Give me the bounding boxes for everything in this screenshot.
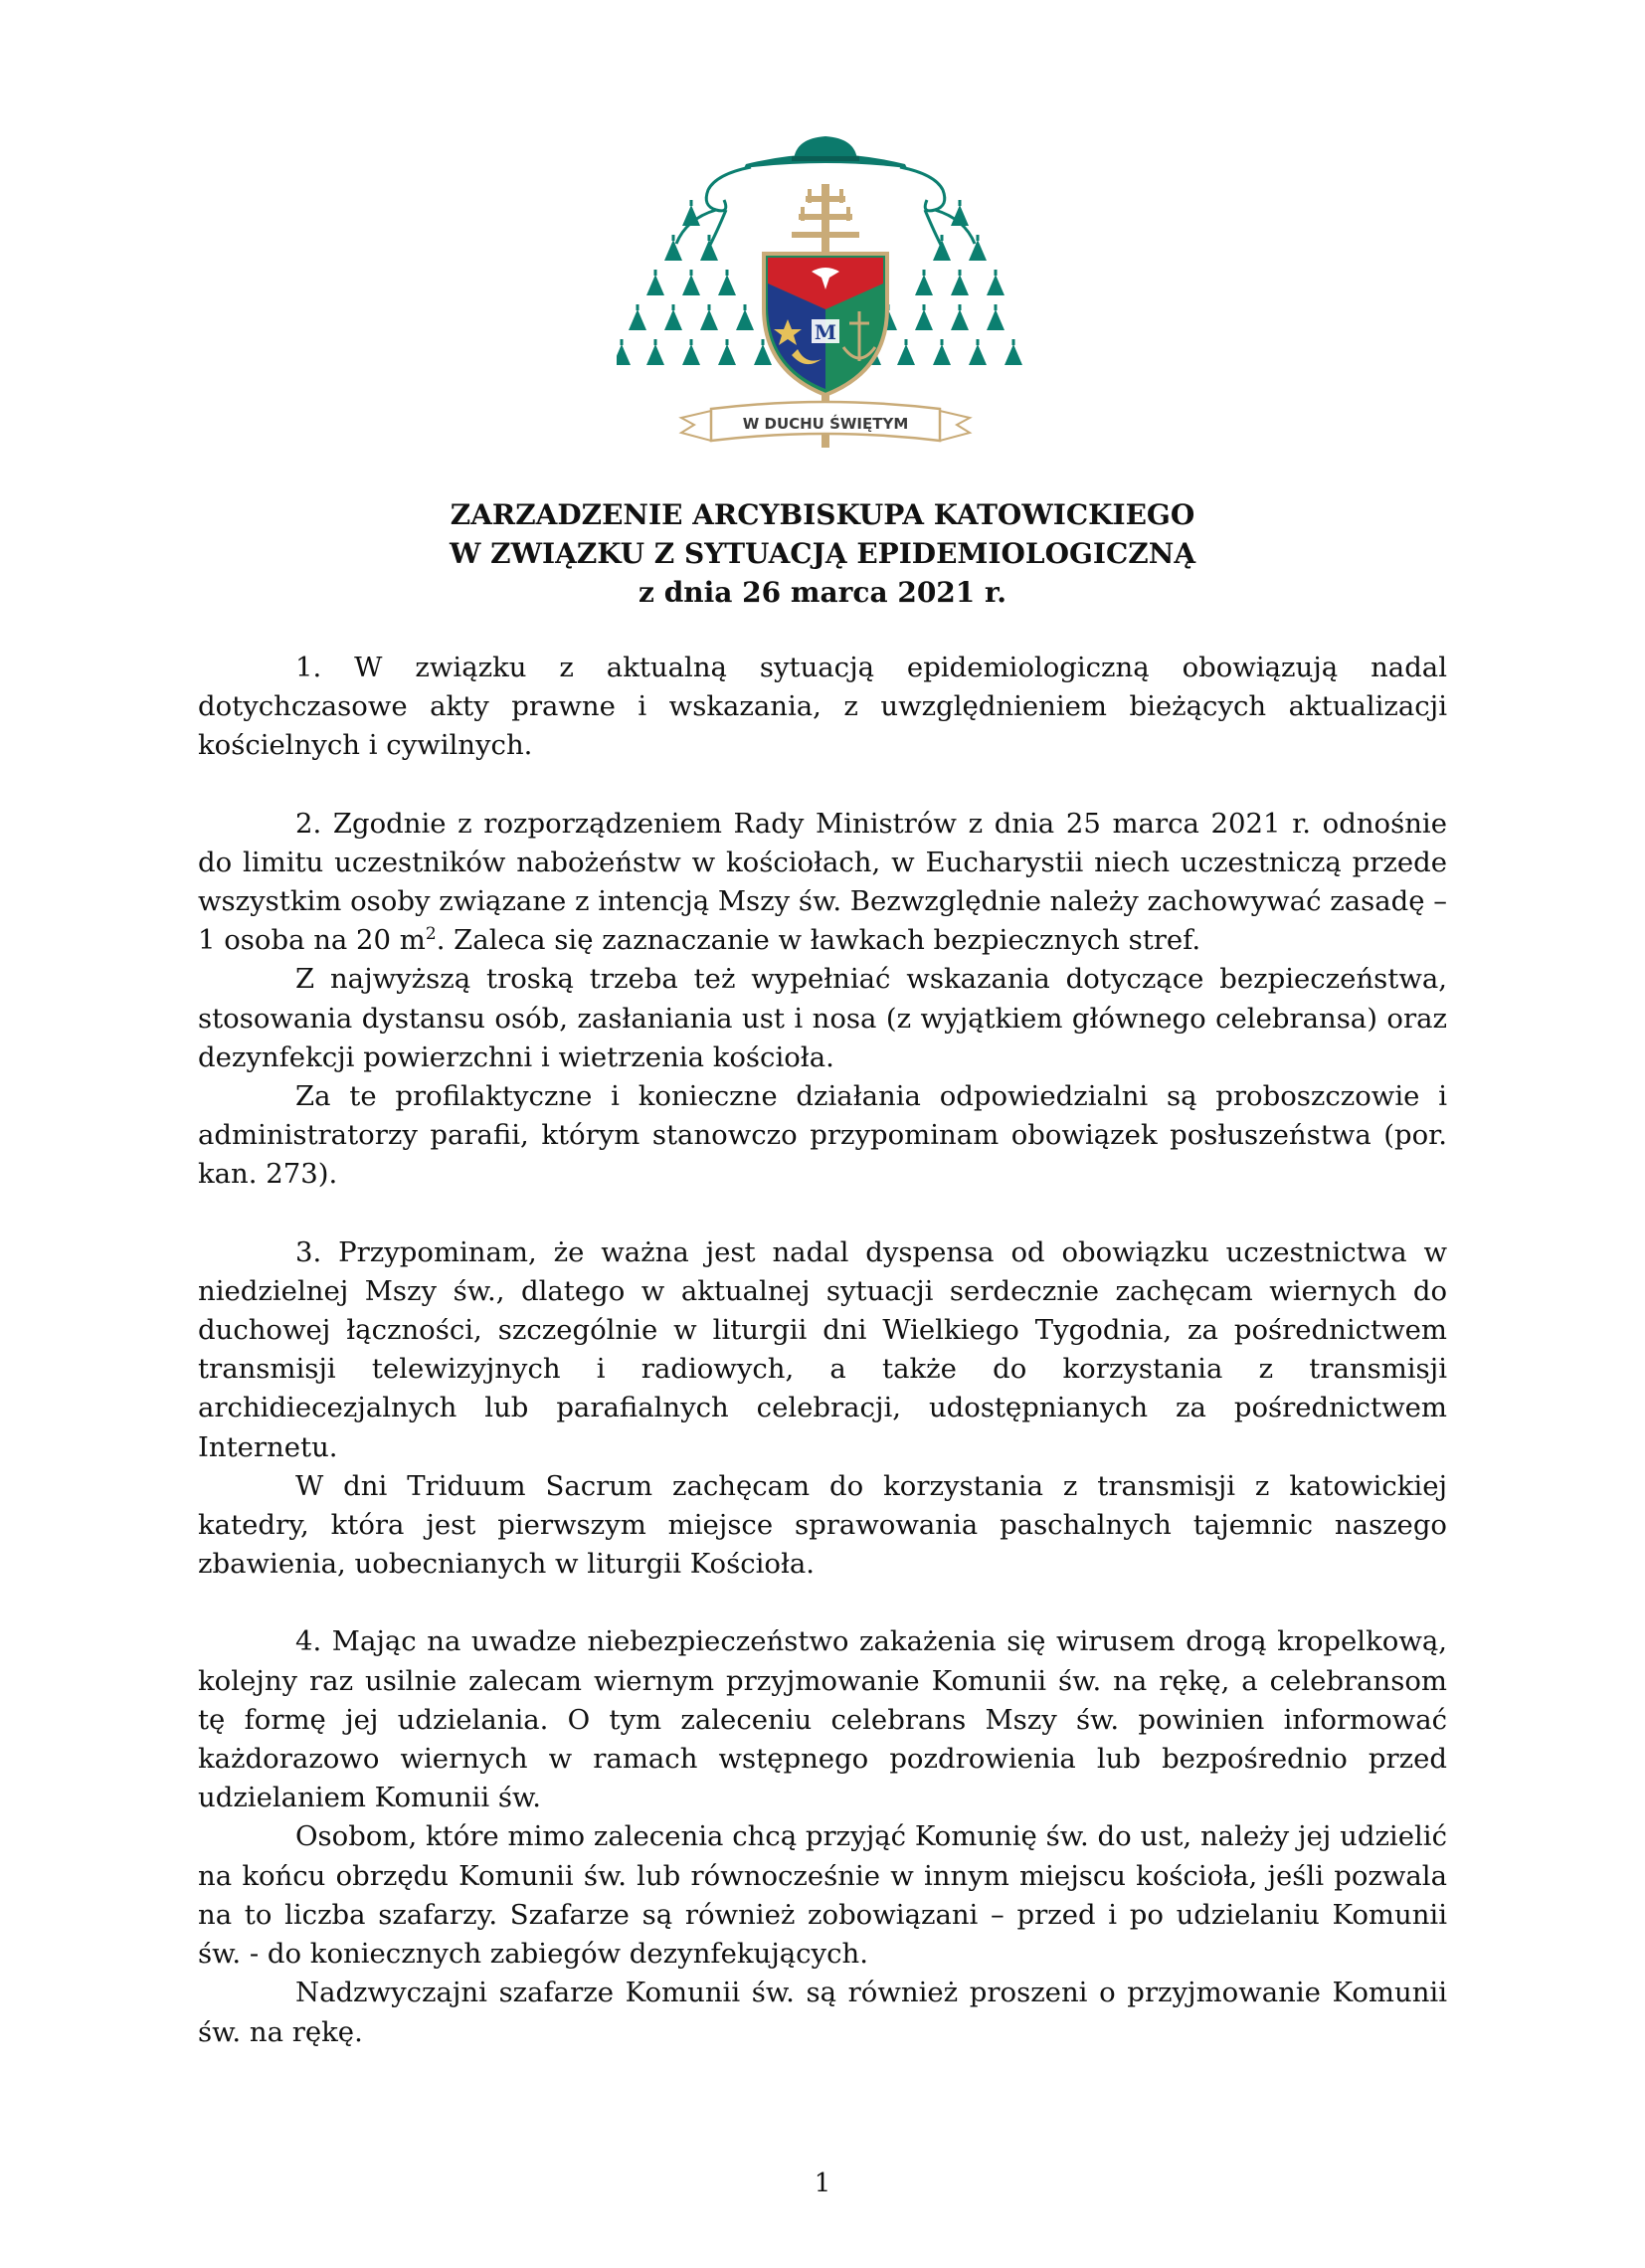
paragraph-5: 3. Przypominam, że ważna jest nadal dyspensa od obowiązku uczestnictwa w niedzielnej Mszy św., dlatego w aktualnej sytuacji serdecznie zachęcam wiernych do duchowej łączności, szczególnie w liturgii dni Wielkiego Tygodnia, za pośrednictwem transmisji telewizyjnych i radiowych, a także do korzystania z transmisji archidiecezjalnych lub parafialnych celebracji, udostępnianych za pośrednictwem Internetu.	[198, 1235, 1447, 1463]
superscript-2: 2	[425, 924, 437, 945]
archbishop-coat-of-arms	[617, 134, 1034, 477]
paragraph-3: Z najwyższą troską trzeba też wypełniać wskazania dotyczące bezpieczeństwa, stosowania dystansu osób, zasłaniania ust i nosa (z wyjątkiem głównego celebransa) oraz dezynfekcji powierzchni i wietrzenia kościoła.	[198, 963, 1447, 1073]
paragraph-2	[198, 805, 1447, 961]
page-number: 1	[814, 2169, 831, 2198]
paragraph-7: 4. Mając na uwadze niebezpieczeństwo zakażenia się wirusem drogą kropelkową, kolejny raz usilnie zalecam wiernym przyjmowanie Komunii św. na rękę, a celebransom tę formę jej udzielania. O tym zaleceniu celebrans Mszy św. powinien informować każdorazowo wiernych w ramach wstępnego pozdrowienia lub bezpośrednio przed udzielaniem Komunii św.	[198, 1625, 1447, 1814]
left-tassels-icon	[617, 200, 772, 365]
paragraph-6: W dni Triduum Sacrum zachęcam do korzystania z transmisji z katowickiej katedry, która jest pierwszym miejsce sprawowania paschalnych tajemnic naszego zbawienia, uobecnianych w liturgii Kościoła.	[198, 1469, 1447, 1581]
title-line-2: W ZWIĄZKU Z SYTUACJĄ EPIDEMIOLOGICZNĄ	[449, 537, 1196, 570]
title-date: z dnia 26 marca 2021 r.	[639, 576, 1006, 609]
letter-m-icon: M	[814, 320, 837, 344]
paragraph-4: Za te profilaktyczne i konieczne działania odpowiedzialni są proboszczowie i administratorzy parafii, którym stanowczo przypominam obowiązek posłuszeństwa (por. kan. 273).	[198, 1080, 1447, 1191]
motto-text: W DUCHU ŚWIĘTYM	[742, 415, 909, 433]
shield-icon	[764, 254, 887, 395]
motto-ribbon	[681, 402, 970, 441]
paragraph-2-text: 2. Zgodnie z rozporządzeniem Rady Ministrów z dnia 25 marca 2021 r. odnośnie do limitu uczestników nabożeństw w kościołach, w Eucharystii niech uczestniczą przede wszystkim osoby związane z intencją Mszy św. Bezwzględnie należy zachowywać zasadę – 1 osoba na 20 m	[198, 807, 1448, 957]
paragraph-8: Osobom, które mimo zalecenia chcą przyjąć Komunię św. do ust, należy jej udzielić na końcu obrzędu Komunii św. lub równocześnie w innym miejscu kościoła, jeśli pozwala na to liczba szafarzy. Szafarze są również zobowiązani – przed i po udzielaniu Komunii św. - do koniecznych zabiegów dezynfekujących.	[198, 1820, 1447, 1971]
document-title	[199, 495, 1446, 612]
galero-hat-icon	[744, 136, 907, 168]
title-line-1: ZARZADZENIE ARCYBISKUPA KATOWICKIEGO	[450, 498, 1195, 531]
document-body	[198, 649, 1447, 2052]
paragraph-1: 1. W związku z aktualną sytuacją epidemiologiczną obowiązują nadal dotychczasowe akty prawne i wskazania, z uwzględnieniem bieżących aktualizacji kościelnych i cywilnych.	[198, 652, 1447, 762]
paragraph-2-end: . Zaleca się zaznaczanie w ławkach bezpiecznych stref.	[436, 924, 1201, 957]
paragraph-9: Nadzwyczajni szafarze Komunii św. są również proszeni o przyjmowanie Komunii św. na rękę.	[198, 1977, 1447, 2048]
